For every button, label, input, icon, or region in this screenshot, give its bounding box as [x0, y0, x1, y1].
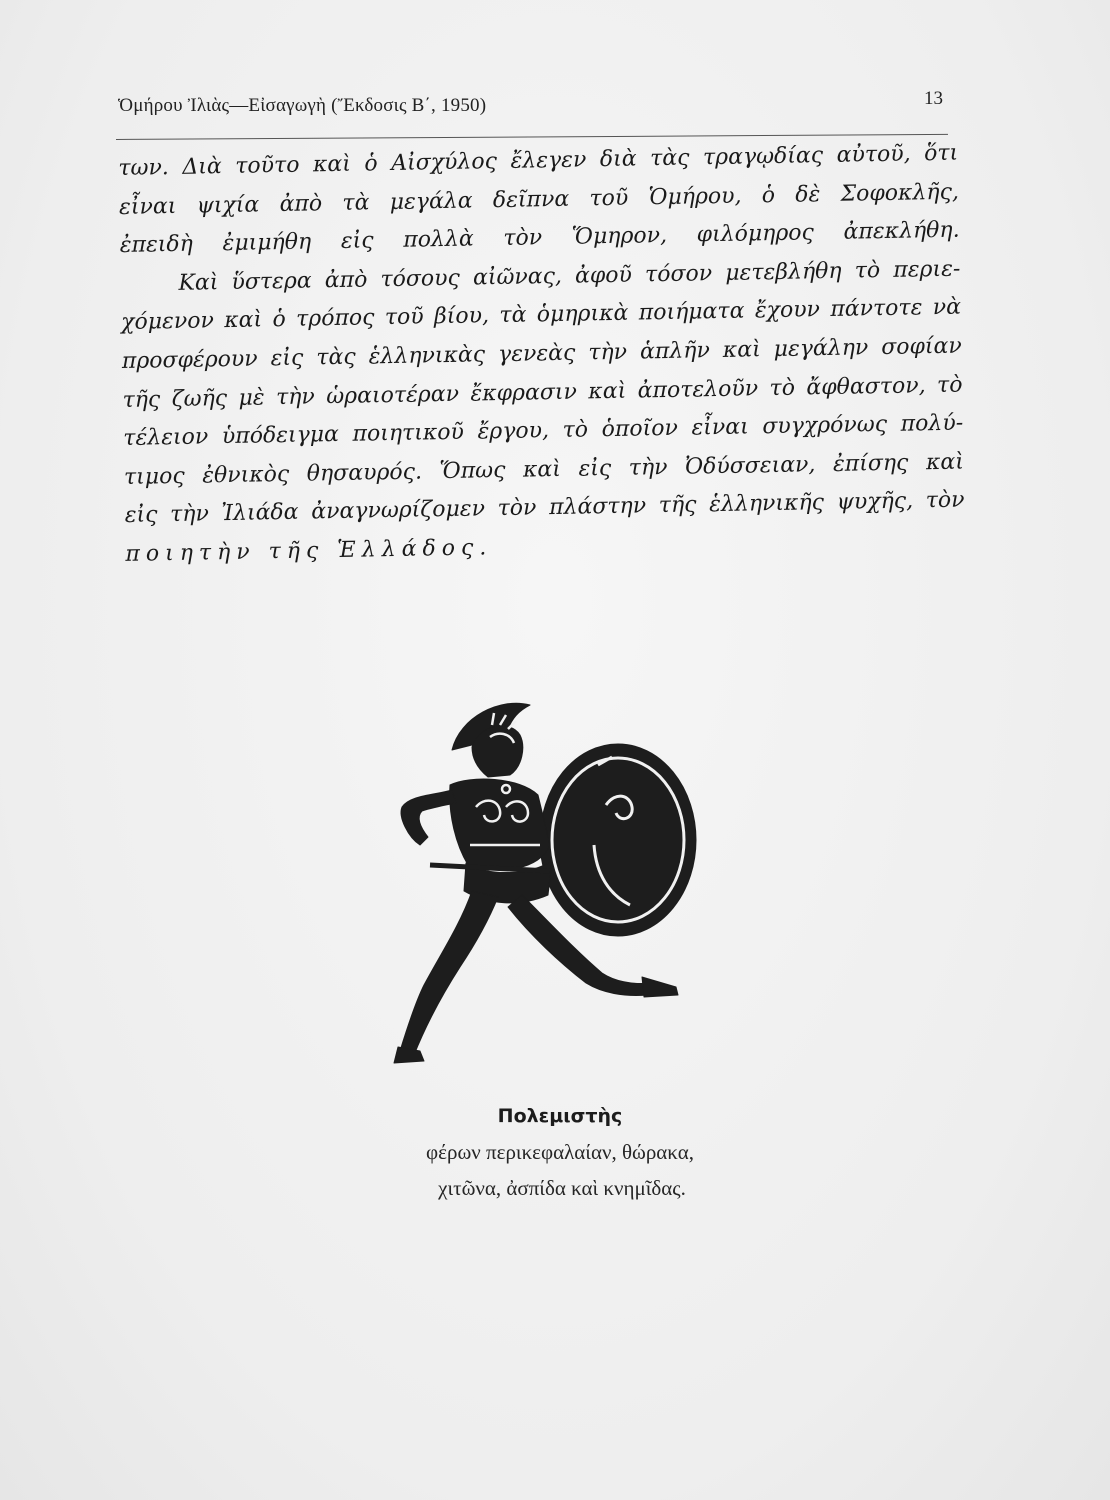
body-paragraphs	[118, 135, 966, 575]
figure-caption-line: φέρων περικεφαλαίαν, θώρακα,	[426, 1140, 694, 1164]
text-line: εἶναι ψιχία ἀπὸ τὰ μεγάλα δεῖπνα τοῦ Ὁμήρου, ὁ δὲ Σοφοκλῆς,	[118, 179, 960, 220]
text-line: ἐπειδὴ ἐμιμήθη εἰς πολλὰ τὸν Ὅμηρον, φιλόμηρος ἀπεκλήθη.	[119, 217, 960, 259]
sword-hilt	[430, 865, 550, 871]
page-number: 13	[924, 88, 943, 109]
hoplite-warrior-icon	[380, 695, 710, 1085]
text-line: Καὶ ὕστερα ἀπὸ τόσους αἰῶνας, ἀφοῦ τόσον μετεβλήθη τὸ περιε-	[178, 256, 961, 296]
text-line: προσφέρουν εἰς τὰς ἑλληνικὰς γενεὰς τὴν ἁπλῆν καὶ μεγάλην σοφίαν	[121, 333, 962, 374]
text-line: των. Διὰ τοῦτο καὶ ὁ Αἰσχύλος ἔλεγεν διὰ τὰς τραγῳδίας αὐτοῦ, ὅτι	[118, 140, 959, 181]
warrior-silhouette	[394, 703, 696, 1063]
text-line: τῆς ζωῆς μὲ τὴν ὡραιοτέραν ἔκφρασιν καὶ ἀποτελοῦν τὸ ἄφθαστον, τὸ	[122, 372, 963, 413]
figure-caption-title: Πολεμιστὴς	[497, 1105, 623, 1127]
text-line: τιμος ἐθνικὸς θησαυρός. Ὅπως καὶ εἰς τὴν Ὀδύσσειαν, ἐπίσης καὶ	[123, 449, 965, 490]
text-line: χόμενον καὶ ὁ τρόπος τοῦ βίου, τὰ ὁμηρικὰ ποιήματα ἔχουν πάντοτε νὰ	[120, 294, 962, 336]
running-head-title: Ὁμήρου Ἰλιὰς—Εἰσαγωγὴ (Ἔκδοσις Β΄, 1950)	[118, 95, 487, 116]
text-line: τέλειον ὑπόδειγμα ποιητικοῦ ἔργου, τὸ ὁποῖον εἶναι συγχρόνως πολύ-	[123, 410, 964, 452]
text-line: ποιητὴν τῆς Ἑλλάδος.	[125, 535, 493, 567]
figure-caption-line: χιτῶνα, ἀσπίδα καὶ κνημῖδας.	[438, 1176, 686, 1200]
text-line: εἰς τὴν Ἰλιάδα ἀναγνωρίζομεν τὸν πλάστην τῆς ἑλληνικῆς ψυχῆς, τὸν	[124, 487, 965, 529]
